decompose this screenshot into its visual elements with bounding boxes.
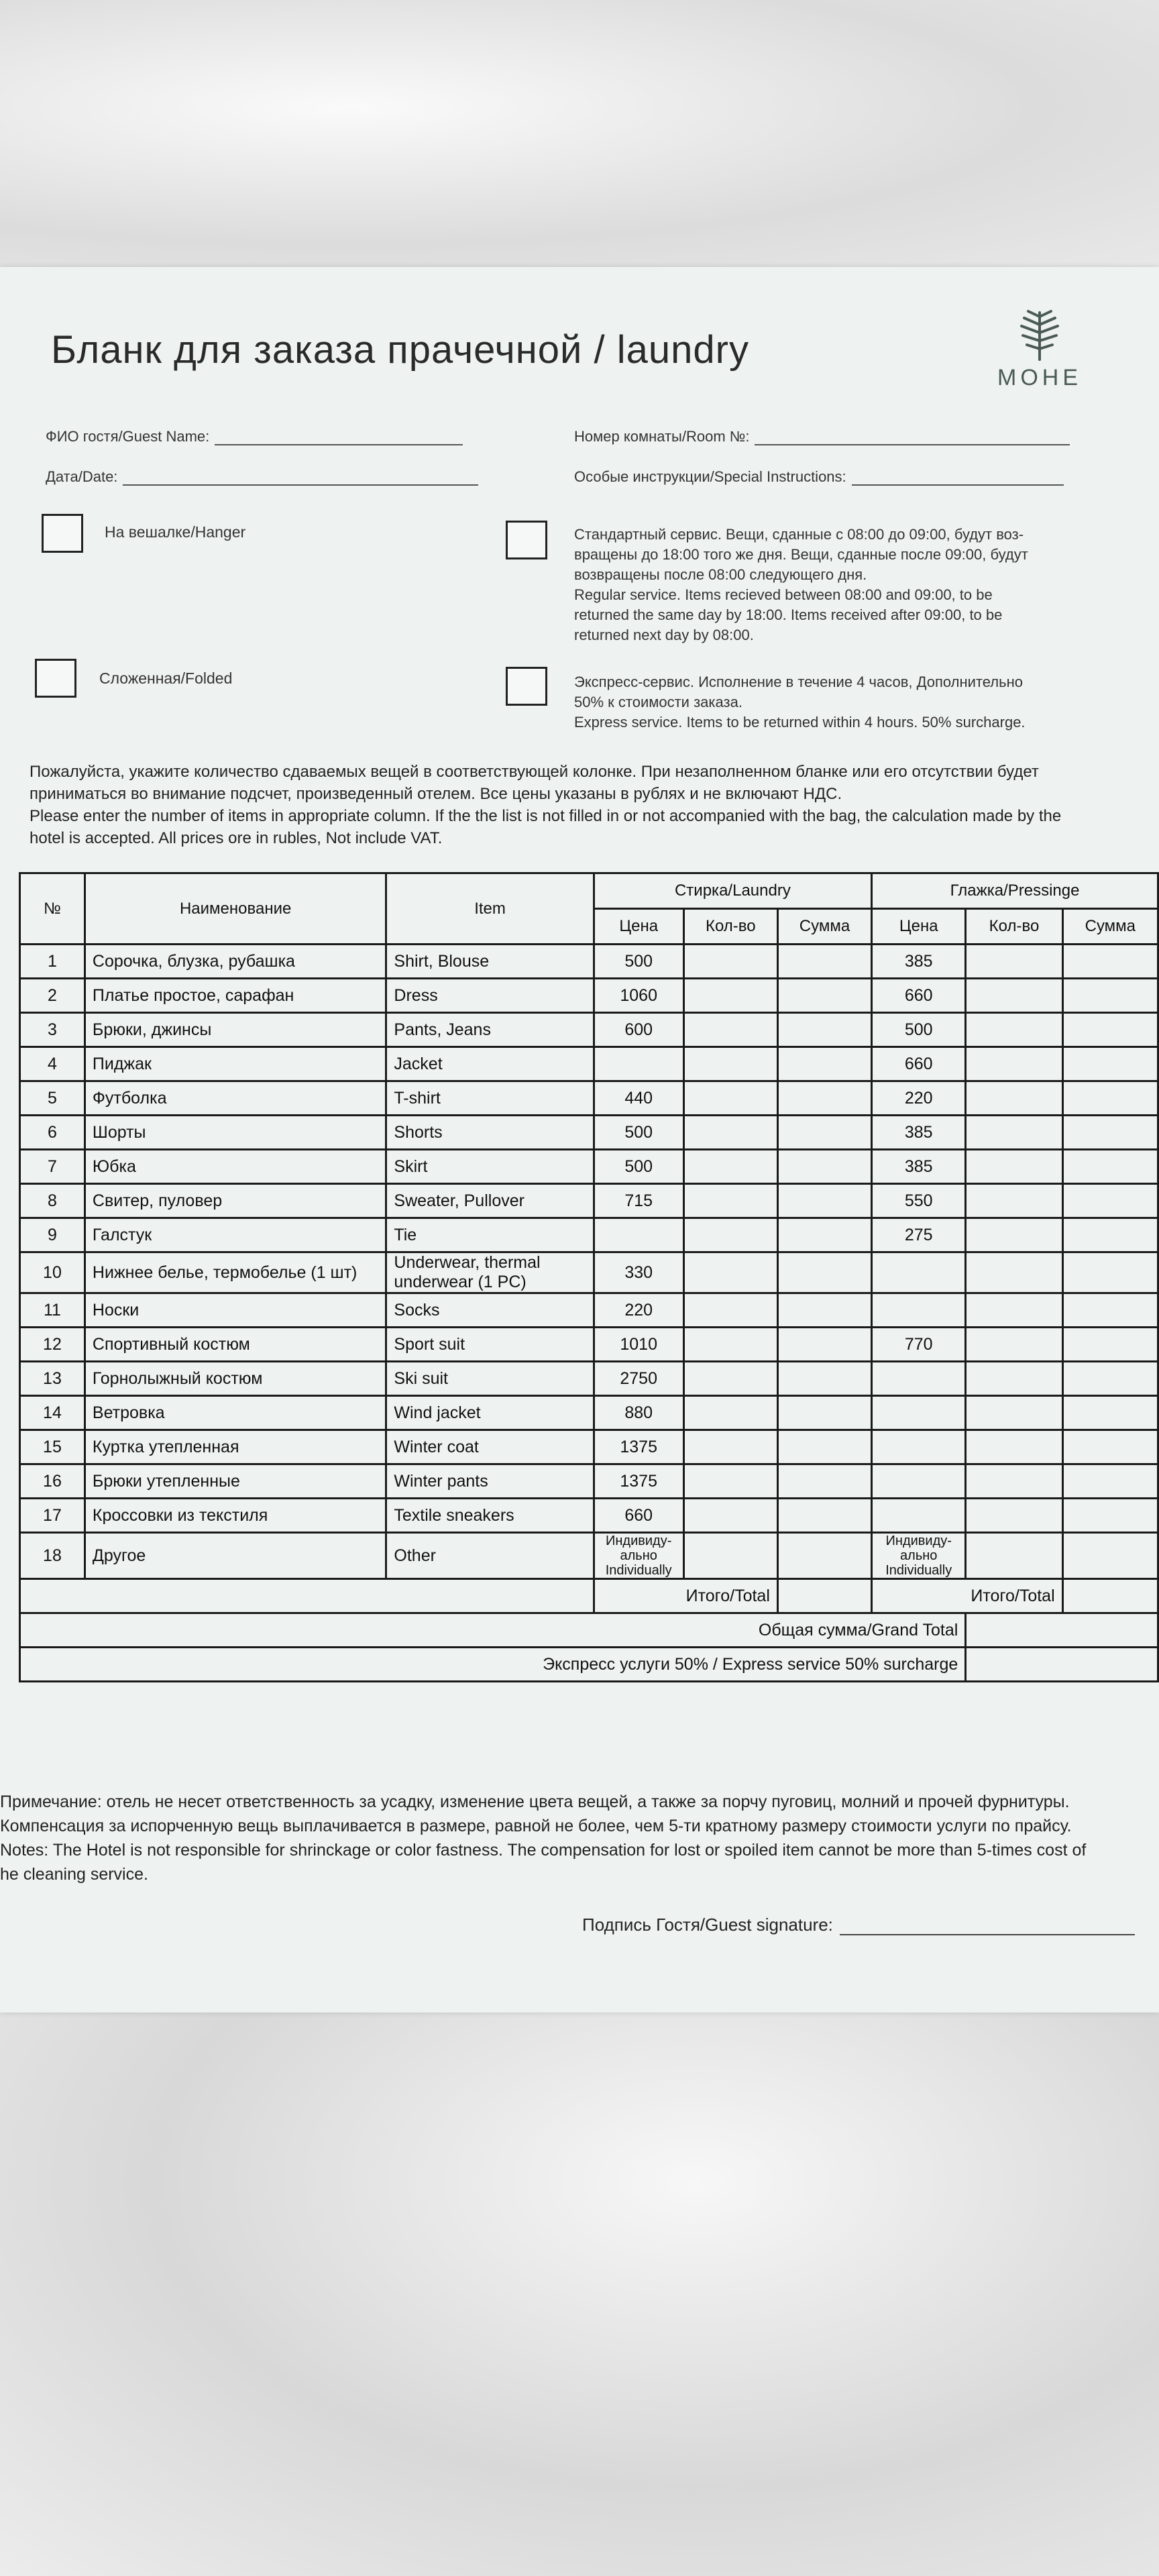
guest-signature-line[interactable] <box>840 1918 1135 1935</box>
row-number: 7 <box>20 1150 85 1184</box>
row-laundry-sum[interactable] <box>777 1116 871 1150</box>
row-number: 10 <box>20 1252 85 1293</box>
laundry-total-label: Итого/Total <box>594 1579 777 1613</box>
row-pressing-qty[interactable] <box>966 1293 1062 1328</box>
table-row <box>20 1047 1158 1081</box>
row-item-en: Winter coat <box>386 1430 594 1464</box>
row-number: 5 <box>20 1081 85 1116</box>
table-row <box>20 1252 1158 1293</box>
row-laundry-price: 500 <box>594 945 683 979</box>
hanger-label: На вешалке/Hanger <box>105 523 246 541</box>
row-pressing-price: 660 <box>872 1047 966 1081</box>
guest-signature-label: Подпись Гостя/Guest signature: <box>582 1915 833 1935</box>
row-item-en: Skirt <box>386 1150 594 1184</box>
regular-service-text: Стандартный сервис. Вещи, сданные с 08:00 до 09:00, будут воз- вращены до 18:00 того же дня. Вещи, сданные после 09:00, будут возвращены после 08:00 следующего дня. Regular service. Items recieved between 08:00 and 09:00, to be returned the same day by 18:00. Items received after 09:00, to be returned next day by 08:00. <box>574 526 1028 643</box>
row-name-ru: Горнолыжный костюм <box>85 1362 386 1396</box>
row-pressing-qty[interactable] <box>966 945 1062 979</box>
row-number: 18 <box>20 1533 85 1579</box>
laundry-sum-header: Сумма <box>777 909 871 945</box>
row-pressing-price: 385 <box>872 1116 966 1150</box>
row-laundry-price: 330 <box>594 1252 683 1293</box>
row-pressing-sum[interactable] <box>1062 1116 1158 1150</box>
row-item-en: Shorts <box>386 1116 594 1150</box>
row-pressing-qty[interactable] <box>966 1218 1062 1252</box>
folded-checkbox[interactable] <box>35 659 76 698</box>
row-pressing-price <box>872 1464 966 1499</box>
row-laundry-sum[interactable] <box>777 1396 871 1430</box>
table-row <box>20 1430 1158 1464</box>
row-number: 4 <box>20 1047 85 1081</box>
row-item-en: Textile sneakers <box>386 1499 594 1533</box>
special-instructions-label: Особые инструкции/Special Instructions: <box>574 468 846 485</box>
row-pressing-qty[interactable] <box>966 1464 1062 1499</box>
row-name-ru: Пиджак <box>85 1047 386 1081</box>
special-instructions-field[interactable] <box>574 468 1064 486</box>
row-pressing-qty[interactable] <box>966 1328 1062 1362</box>
row-laundry-price: 600 <box>594 1013 683 1047</box>
row-pressing-price <box>872 1430 966 1464</box>
row-pressing-qty[interactable] <box>966 1252 1062 1293</box>
palm-leaf-icon <box>1016 307 1063 361</box>
row-item-en: Socks <box>386 1293 594 1328</box>
row-name-ru: Футболка <box>85 1081 386 1116</box>
row-pressing-sum[interactable] <box>1062 1396 1158 1430</box>
row-name-ru: Брюки, джинсы <box>85 1013 386 1047</box>
express-service-checkbox[interactable] <box>506 667 547 706</box>
guest-name-field[interactable] <box>46 428 463 445</box>
express-surcharge-label: Экспресс услуги 50% / Express service 50% surcharge <box>20 1648 966 1682</box>
row-laundry-qty[interactable] <box>683 1396 777 1430</box>
row-pressing-price: 385 <box>872 1150 966 1184</box>
laundry-price-header: Цена <box>594 909 683 945</box>
bedsheet-background-bottom <box>0 2012 1159 2576</box>
express-service-text: Экспресс-сервис. Исполнение в течение 4 часов, Дополнительно 50% к стоимости заказа. Express service. Items to be returned within 4 hours. 50% surcharge. <box>574 674 1026 731</box>
table-row <box>20 1013 1158 1047</box>
table-row <box>20 1499 1158 1533</box>
grand-total-label: Общая сумма/Grand Total <box>20 1613 966 1648</box>
row-pressing-qty[interactable] <box>966 1499 1062 1533</box>
pressing-price-header: Цена <box>872 909 966 945</box>
row-laundry-price: 1060 <box>594 979 683 1013</box>
row-laundry-qty[interactable] <box>683 945 777 979</box>
row-laundry-price: 660 <box>594 1499 683 1533</box>
total-spacer <box>20 1579 594 1613</box>
row-pressing-price: Индивиду-ально Individually <box>872 1533 966 1579</box>
row-laundry-qty[interactable] <box>683 1116 777 1150</box>
guest-name-line[interactable] <box>215 428 463 445</box>
row-laundry-sum[interactable] <box>777 1533 871 1579</box>
col-name-ru: Наименование <box>85 873 386 945</box>
instructions-notice: Пожалуйста, укажите количество сдаваемых вещей в соответствующей колонке. При незаполненном бланке или его отсутствии будет приниматься во внимание подсчет, произведенный отелем. Все цены указаны в рублях и не включают НДС. Please enter the number of items in appropriate column. If the the list is not filled in or not accompanied with the bag, the calculation made by the hotel is accepted. All prices ore in rubles, Not include VAT. <box>30 763 1062 847</box>
logo-text: MOHE <box>997 365 1082 390</box>
row-pressing-qty[interactable] <box>966 1430 1062 1464</box>
row-number: 2 <box>20 979 85 1013</box>
date-label: Дата/Date: <box>46 468 118 485</box>
row-name-ru: Платье простое, сарафан <box>85 979 386 1013</box>
row-pressing-sum[interactable] <box>1062 1362 1158 1396</box>
row-item-en: Shirt, Blouse <box>386 945 594 979</box>
laundry-total-value[interactable] <box>777 1579 871 1613</box>
row-laundry-qty[interactable] <box>683 1013 777 1047</box>
guest-signature-field[interactable] <box>582 1915 1135 1935</box>
row-number: 12 <box>20 1328 85 1362</box>
row-number: 15 <box>20 1430 85 1464</box>
row-laundry-sum[interactable] <box>777 1328 871 1362</box>
row-name-ru: Куртка утепленная <box>85 1430 386 1464</box>
row-pressing-sum[interactable] <box>1062 1218 1158 1252</box>
laundry-price-table <box>19 872 1159 1682</box>
row-pressing-sum[interactable] <box>1062 1293 1158 1328</box>
row-pressing-sum[interactable] <box>1062 1047 1158 1081</box>
row-pressing-qty[interactable] <box>966 979 1062 1013</box>
row-name-ru: Нижнее белье, термобелье (1 шт) <box>85 1252 386 1293</box>
row-laundry-sum[interactable] <box>777 1499 871 1533</box>
row-pressing-qty[interactable] <box>966 1362 1062 1396</box>
row-pressing-price <box>872 1499 966 1533</box>
date-line[interactable] <box>123 468 478 486</box>
row-laundry-price: 880 <box>594 1396 683 1430</box>
row-pressing-price: 385 <box>872 945 966 979</box>
row-pressing-price: 770 <box>872 1328 966 1362</box>
row-laundry-sum[interactable] <box>777 1430 871 1464</box>
row-name-ru: Кроссовки из текстиля <box>85 1499 386 1533</box>
row-pressing-sum[interactable] <box>1062 1184 1158 1218</box>
row-pressing-price: 500 <box>872 1013 966 1047</box>
row-laundry-price: 1010 <box>594 1328 683 1362</box>
row-laundry-qty[interactable] <box>683 1047 777 1081</box>
date-field[interactable] <box>46 468 478 486</box>
row-laundry-sum[interactable] <box>777 1150 871 1184</box>
row-laundry-qty[interactable] <box>683 1499 777 1533</box>
col-item: Item <box>386 873 594 945</box>
row-item-en: Other <box>386 1533 594 1579</box>
table-row <box>20 1150 1158 1184</box>
row-item-en: Wind jacket <box>386 1396 594 1430</box>
row-laundry-price: 1375 <box>594 1430 683 1464</box>
table-row <box>20 979 1158 1013</box>
table-row <box>20 1218 1158 1252</box>
table-row <box>20 1293 1158 1328</box>
row-laundry-price: 1375 <box>594 1464 683 1499</box>
express-surcharge-value[interactable] <box>966 1648 1158 1682</box>
hotel-logo <box>993 307 1087 391</box>
row-laundry-price: 715 <box>594 1184 683 1218</box>
row-number: 8 <box>20 1184 85 1218</box>
row-laundry-qty[interactable] <box>683 1362 777 1396</box>
row-pressing-qty[interactable] <box>966 1047 1062 1081</box>
row-item-en: Underwear, thermal underwear (1 PC) <box>386 1252 594 1293</box>
row-laundry-qty[interactable] <box>683 1150 777 1184</box>
row-laundry-qty[interactable] <box>683 1464 777 1499</box>
row-pressing-qty[interactable] <box>966 1184 1062 1218</box>
row-pressing-sum[interactable] <box>1062 1150 1158 1184</box>
row-name-ru: Галстук <box>85 1218 386 1252</box>
row-laundry-sum[interactable] <box>777 1362 871 1396</box>
row-laundry-price <box>594 1218 683 1252</box>
row-laundry-qty[interactable] <box>683 1184 777 1218</box>
row-laundry-qty[interactable] <box>683 979 777 1013</box>
footer-note: Примечание: отель не несет ответственность за усадку, изменение цвета вещей, а также за порчу пуговиц, молний и прочей фурнитуры. Компенсация за испорченную вещь выплачивается в размере, равной не более, чем 5-ти кратному размеру стоимости услуги по прайсу. Notes: The Hotel is not responsible for shrinckage or color fastness. The compensation for lost or spoiled item cannot be more than 5-times cost of he cleaning service. <box>0 1792 1087 1884</box>
row-laundry-qty[interactable] <box>683 1081 777 1116</box>
regular-service-checkbox[interactable] <box>506 521 547 559</box>
row-laundry-qty[interactable] <box>683 1533 777 1579</box>
row-item-en: Dress <box>386 979 594 1013</box>
row-pressing-price <box>872 1362 966 1396</box>
grand-total-value[interactable] <box>966 1613 1158 1648</box>
row-number: 6 <box>20 1116 85 1150</box>
row-name-ru: Спортивный костюм <box>85 1328 386 1362</box>
row-pressing-qty[interactable] <box>966 1081 1062 1116</box>
row-laundry-sum[interactable] <box>777 945 871 979</box>
row-laundry-sum[interactable] <box>777 1464 871 1499</box>
pressing-total-value[interactable] <box>1062 1579 1158 1613</box>
row-pressing-sum[interactable] <box>1062 1533 1158 1579</box>
row-laundry-sum[interactable] <box>777 1013 871 1047</box>
row-pressing-sum[interactable] <box>1062 1252 1158 1293</box>
row-pressing-price: 275 <box>872 1218 966 1252</box>
room-number-field[interactable] <box>574 428 1070 445</box>
row-laundry-price: 220 <box>594 1293 683 1328</box>
row-pressing-sum[interactable] <box>1062 1430 1158 1464</box>
row-laundry-price: 500 <box>594 1150 683 1184</box>
row-item-en: Winter pants <box>386 1464 594 1499</box>
room-number-line[interactable] <box>755 428 1070 445</box>
pressing-total-label: Итого/Total <box>872 1579 1063 1613</box>
pressing-qty-header: Кол-во <box>966 909 1062 945</box>
row-laundry-qty[interactable] <box>683 1252 777 1293</box>
row-laundry-price: 440 <box>594 1081 683 1116</box>
folded-label: Сложенная/Folded <box>99 669 233 687</box>
row-pressing-sum[interactable] <box>1062 1013 1158 1047</box>
row-laundry-price <box>594 1047 683 1081</box>
row-number: 3 <box>20 1013 85 1047</box>
row-name-ru: Ветровка <box>85 1396 386 1430</box>
table-row <box>20 1116 1158 1150</box>
table-row <box>20 1396 1158 1430</box>
row-name-ru: Свитер, пуловер <box>85 1184 386 1218</box>
row-pressing-price: 550 <box>872 1184 966 1218</box>
row-pressing-qty[interactable] <box>966 1533 1062 1579</box>
col-laundry: Стирка/Laundry <box>594 873 871 909</box>
form-title: Бланк для заказа прачечной / laundry <box>51 328 749 372</box>
row-name-ru: Носки <box>85 1293 386 1328</box>
row-laundry-price: 500 <box>594 1116 683 1150</box>
row-laundry-sum[interactable] <box>777 1218 871 1252</box>
row-item-en: Jacket <box>386 1047 594 1081</box>
row-name-ru: Брюки утепленные <box>85 1464 386 1499</box>
row-pressing-qty[interactable] <box>966 1013 1062 1047</box>
row-pressing-price: 220 <box>872 1081 966 1116</box>
table-row <box>20 1184 1158 1218</box>
row-pressing-price <box>872 1396 966 1430</box>
row-item-en: Sport suit <box>386 1328 594 1362</box>
table-row <box>20 1533 1158 1579</box>
row-laundry-qty[interactable] <box>683 1218 777 1252</box>
row-laundry-sum[interactable] <box>777 1081 871 1116</box>
col-number: № <box>20 873 85 945</box>
guest-name-label: ФИО гостя/Guest Name: <box>46 428 210 445</box>
laundry-form-sheet <box>0 267 1159 2012</box>
row-pressing-qty[interactable] <box>966 1116 1062 1150</box>
row-item-en: Ski suit <box>386 1362 594 1396</box>
row-pressing-sum[interactable] <box>1062 1328 1158 1362</box>
special-instructions-line[interactable] <box>852 468 1064 486</box>
row-laundry-qty[interactable] <box>683 1328 777 1362</box>
row-number: 11 <box>20 1293 85 1328</box>
row-name-ru: Сорочка, блузка, рубашка <box>85 945 386 979</box>
row-item-en: Sweater, Pullover <box>386 1184 594 1218</box>
row-laundry-sum[interactable] <box>777 1047 871 1081</box>
row-number: 1 <box>20 945 85 979</box>
row-laundry-sum[interactable] <box>777 1252 871 1293</box>
row-laundry-qty[interactable] <box>683 1293 777 1328</box>
row-laundry-sum[interactable] <box>777 1184 871 1218</box>
row-laundry-sum[interactable] <box>777 1293 871 1328</box>
row-laundry-sum[interactable] <box>777 979 871 1013</box>
row-item-en: T-shirt <box>386 1081 594 1116</box>
row-pressing-price <box>872 1293 966 1328</box>
row-pressing-sum[interactable] <box>1062 945 1158 979</box>
row-pressing-price: 660 <box>872 979 966 1013</box>
table-row <box>20 1464 1158 1499</box>
row-pressing-sum[interactable] <box>1062 1499 1158 1533</box>
table-row <box>20 1328 1158 1362</box>
pressing-sum-header: Сумма <box>1062 909 1158 945</box>
row-pressing-sum[interactable] <box>1062 1464 1158 1499</box>
row-number: 13 <box>20 1362 85 1396</box>
table-row <box>20 945 1158 979</box>
row-name-ru: Другое <box>85 1533 386 1579</box>
row-laundry-price: 2750 <box>594 1362 683 1396</box>
hanger-checkbox[interactable] <box>42 514 83 553</box>
table-row <box>20 1362 1158 1396</box>
row-pressing-price <box>872 1252 966 1293</box>
row-item-en: Pants, Jeans <box>386 1013 594 1047</box>
row-number: 14 <box>20 1396 85 1430</box>
row-number: 17 <box>20 1499 85 1533</box>
laundry-qty-header: Кол-во <box>683 909 777 945</box>
row-name-ru: Юбка <box>85 1150 386 1184</box>
row-number: 9 <box>20 1218 85 1252</box>
room-number-label: Номер комнаты/Room №: <box>574 428 750 445</box>
row-laundry-qty[interactable] <box>683 1430 777 1464</box>
row-name-ru: Шорты <box>85 1116 386 1150</box>
row-item-en: Tie <box>386 1218 594 1252</box>
row-pressing-sum[interactable] <box>1062 979 1158 1013</box>
col-pressing: Глажка/Pressinge <box>872 873 1158 909</box>
row-laundry-price: Индивиду-ально Individually <box>594 1533 683 1579</box>
table-row <box>20 1081 1158 1116</box>
row-pressing-qty[interactable] <box>966 1150 1062 1184</box>
bedsheet-background-top <box>0 0 1159 268</box>
row-pressing-qty[interactable] <box>966 1396 1062 1430</box>
row-pressing-sum[interactable] <box>1062 1081 1158 1116</box>
row-number: 16 <box>20 1464 85 1499</box>
